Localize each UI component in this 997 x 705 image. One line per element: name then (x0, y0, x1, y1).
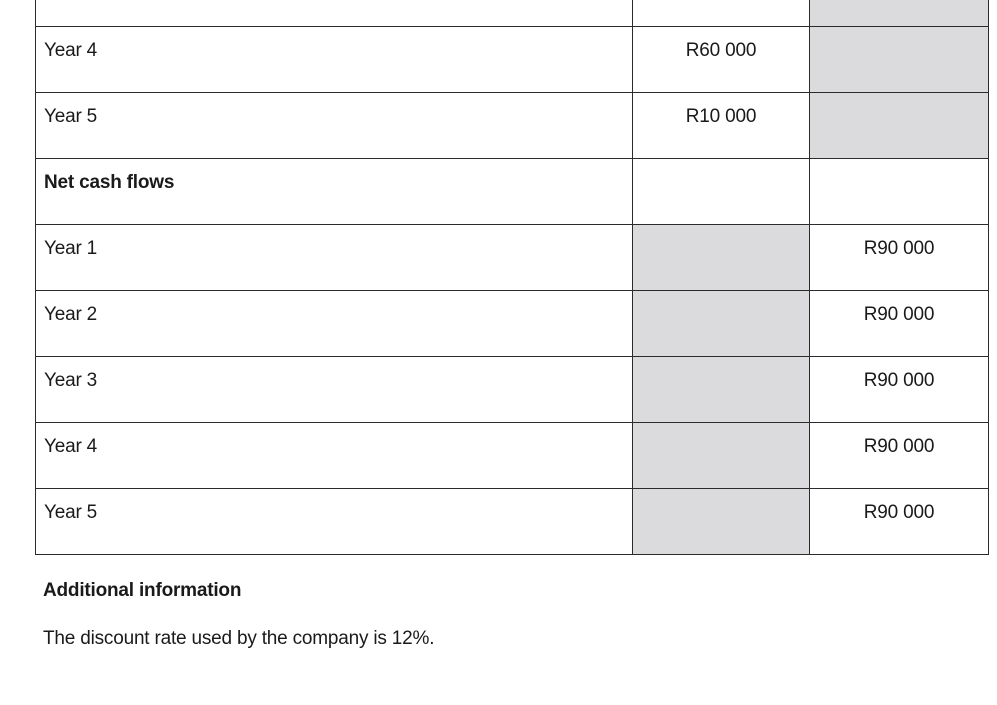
shaded-cell (633, 423, 810, 489)
row-label: Year 1 (36, 225, 633, 291)
row-label: Year 3 (36, 357, 633, 423)
shaded-cell (633, 357, 810, 423)
table-row (36, 0, 989, 27)
shaded-cell (633, 489, 810, 555)
row-label: Year 2 (36, 291, 633, 357)
section-heading: Net cash flows (36, 159, 633, 225)
table-row (36, 27, 989, 93)
cash-flow-table (35, 0, 989, 555)
net-cash-flow-value: R90 000 (810, 423, 989, 489)
net-cash-flow-value: R90 000 (810, 357, 989, 423)
net-cash-flow-value: R90 000 (810, 225, 989, 291)
table-row (36, 489, 989, 555)
table-row (36, 291, 989, 357)
net-cash-flow-value: R90 000 (810, 489, 989, 555)
shaded-cell (810, 93, 989, 159)
table-row (36, 93, 989, 159)
row-label (36, 0, 633, 27)
row-label: Year 4 (36, 27, 633, 93)
empty-cell (633, 159, 810, 225)
cash-value (633, 0, 810, 27)
table-row (36, 225, 989, 291)
shaded-cell (633, 225, 810, 291)
cash-value: R10 000 (633, 93, 810, 159)
table-row (36, 423, 989, 489)
cash-value: R60 000 (633, 27, 810, 93)
shaded-cell (633, 291, 810, 357)
row-label: Year 5 (36, 489, 633, 555)
shaded-cell (810, 0, 989, 27)
row-label: Year 5 (36, 93, 633, 159)
additional-info-text: The discount rate used by the company is 12%. (43, 628, 435, 649)
empty-cell (810, 159, 989, 225)
shaded-cell (810, 27, 989, 93)
row-label: Year 4 (36, 423, 633, 489)
table-row (36, 357, 989, 423)
additional-info-heading: Additional information (43, 580, 242, 601)
section-heading-row (36, 159, 989, 225)
net-cash-flow-value: R90 000 (810, 291, 989, 357)
